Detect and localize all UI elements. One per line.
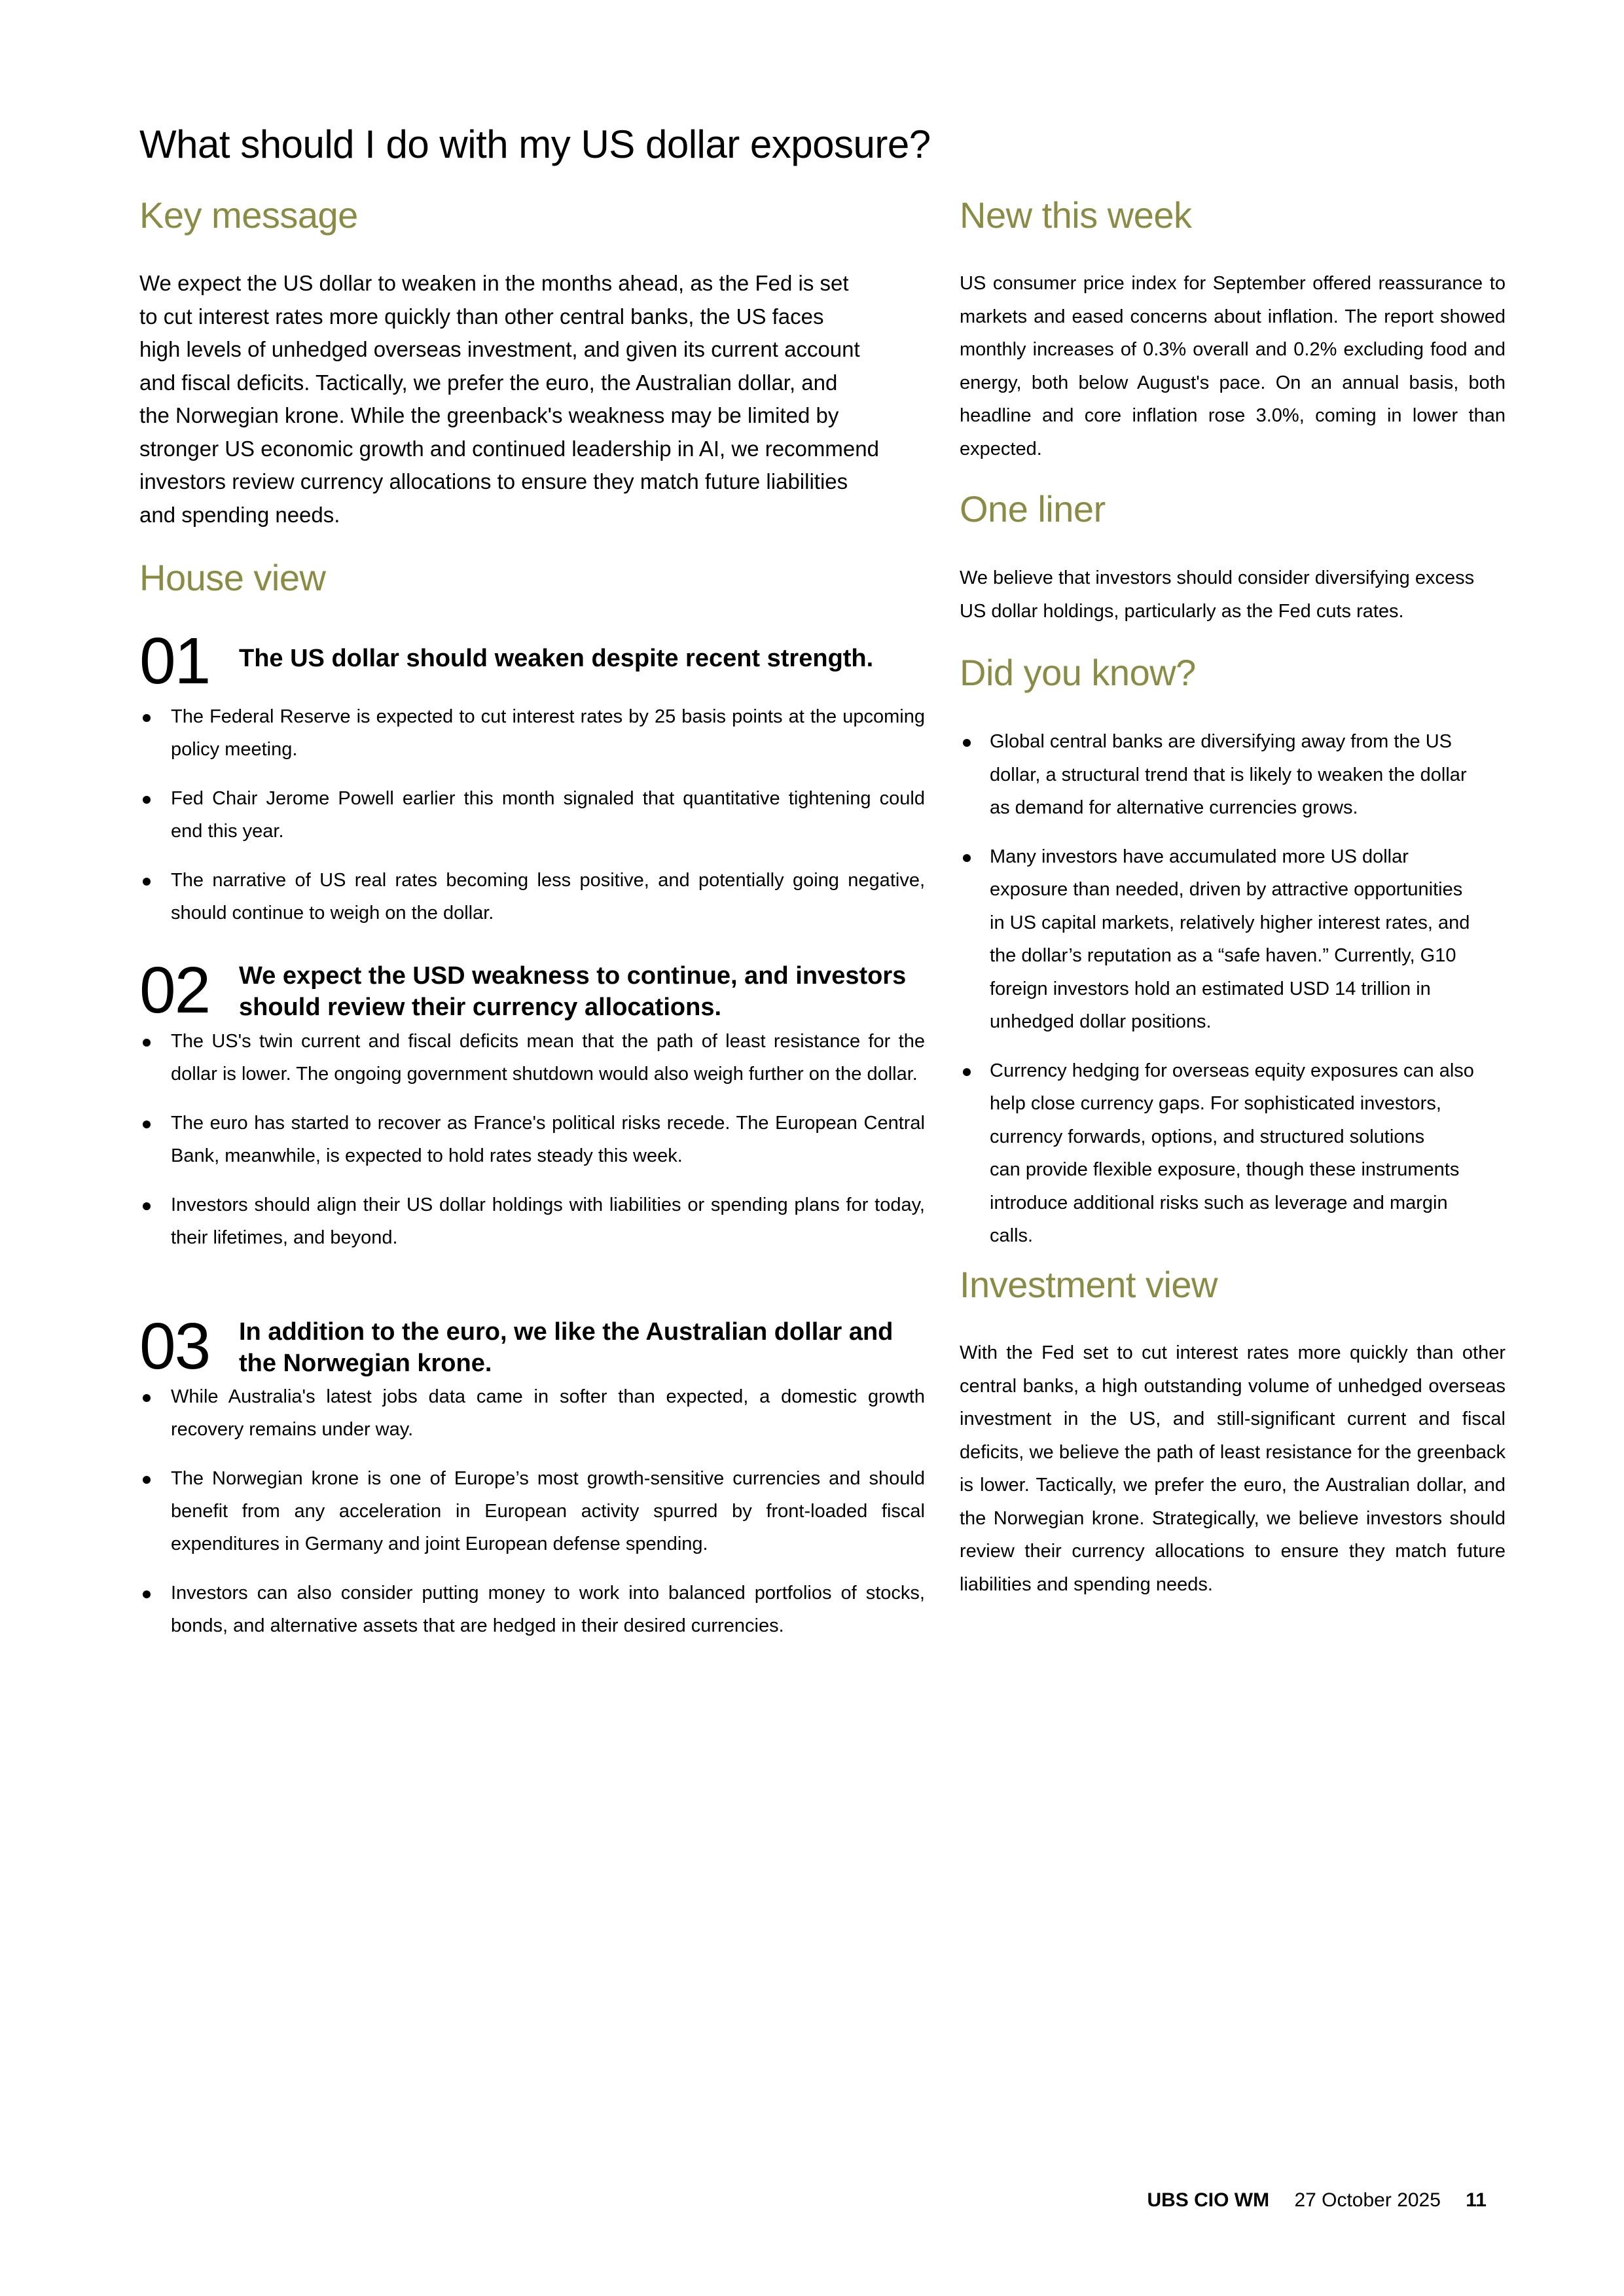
point-headline: In addition to the euro, we like the Australian dollar and the Norwegian krone. — [239, 1318, 893, 1377]
bullet-item — [960, 1054, 1506, 1253]
page-title: What should I do with my US dollar exposure? — [139, 122, 931, 166]
bullet-item — [960, 725, 1506, 825]
key-message-heading: Key message — [139, 194, 358, 236]
bullet-line: as demand for alternative currencies grows. — [990, 797, 1358, 818]
bullet-line: Currency hedging for overseas equity exposures can also — [990, 1060, 1474, 1081]
investment-view-body: With the Fed set to cut interest rates more quickly than other central banks, a high outstanding volume of unhedged overseas investment in the US, and still-significant current and fiscal deficits, we believe the path of least resistance for the greenback is lower. Tactically, we prefer the euro, the Australian dollar, and the Norwegian krone. Strategically, we believe investors should review their currency allocations to ensure they match future liabilities and spending needs. — [960, 1342, 1506, 1595]
bullet-line: the dollar’s reputation as a “safe haven.” Currently, G10 — [990, 945, 1456, 966]
point-number: 01 — [139, 624, 210, 698]
point-bullets — [139, 1025, 925, 1270]
footer-date: 27 October 2025 — [1294, 2189, 1441, 2211]
point-bullets — [139, 700, 925, 946]
key-message-body — [139, 267, 925, 531]
new-this-week-heading: New this week — [960, 194, 1192, 236]
key-message-line: investors review currency allocations to ensure they match future liabilities — [139, 469, 848, 493]
key-message-line: We expect the US dollar to weaken in the months ahead, as the Fed is set — [139, 271, 849, 295]
point-number: 02 — [139, 954, 210, 1027]
bullet-line: exposure than needed, driven by attractive opportunities — [990, 879, 1463, 900]
bullet-item: The Federal Reserve is expected to cut interest rates by 25 basis points at the upcoming policy meeting. — [139, 700, 925, 766]
investment-view-heading: Investment view — [960, 1264, 1218, 1305]
bullet-item: Fed Chair Jerome Powell earlier this month signaled that quantitative tightening could end this year. — [139, 782, 925, 848]
bullet-line: Many investors have accumulated more US dollar — [990, 846, 1409, 867]
key-message-line: and fiscal deficits. Tactically, we prefer the euro, the Australian dollar, and — [139, 370, 838, 395]
bullet-item: Investors can also consider putting money to work into balanced portfolios of stocks, bonds, and alternative assets that are hedged in their desired currencies. — [139, 1577, 925, 1642]
key-message-line: high levels of unhedged overseas investment, and given its current account — [139, 337, 860, 361]
bullet-line: calls. — [990, 1225, 1034, 1246]
one-liner-heading: One liner — [960, 488, 1106, 529]
bullet-line: help close currency gaps. For sophisticated investors, — [990, 1093, 1441, 1114]
bullet-line: Global central banks are diversifying away from the US — [990, 731, 1452, 752]
key-message-line: and spending needs. — [139, 502, 340, 527]
bullet-item: While Australia's latest jobs data came in softer than expected, a domestic growth recovery remains under way. — [139, 1380, 925, 1446]
point-headline: We expect the USD weakness to continue, and investors should review their currency allocations. — [239, 962, 907, 1021]
bullet-line: can provide flexible exposure, though these instruments — [990, 1159, 1460, 1180]
did-you-know-bullets — [960, 725, 1506, 1268]
point-number: 03 — [139, 1310, 210, 1383]
bullet-line: unhedged dollar positions. — [990, 1011, 1212, 1032]
page-number: 11 — [1466, 2189, 1487, 2211]
point-headline: The US dollar should weaken despite recent strength. — [239, 645, 874, 672]
bullet-item — [960, 840, 1506, 1039]
point-bullets — [139, 1380, 925, 1659]
key-message-line: to cut interest rates more quickly than other central banks, the US faces — [139, 304, 824, 329]
bullet-line: dollar, a structural trend that is likely to weaken the dollar — [990, 764, 1467, 785]
page-footer — [1147, 2189, 1487, 2212]
footer-brand: UBS CIO WM — [1147, 2189, 1270, 2211]
bullet-line: foreign investors hold an estimated USD 14 trillion in — [990, 978, 1431, 999]
bullet-line: introduce additional risks such as leverage and margin — [990, 1192, 1448, 1213]
bullet-item: Investors should align their US dollar holdings with liabilities or spending plans for today, their lifetimes, and beyond. — [139, 1189, 925, 1254]
did-you-know-heading: Did you know? — [960, 652, 1196, 693]
one-liner-body: We believe that investors should consider diversifying excess US dollar holdings, particularly as the Fed cuts rates. — [960, 567, 1475, 622]
key-message-line: stronger US economic growth and continued leadership in AI, we recommend — [139, 436, 879, 461]
house-view-heading: House view — [139, 557, 326, 598]
bullet-line: currency forwards, options, and structured solutions — [990, 1126, 1425, 1147]
bullet-item: The euro has started to recover as France's political risks recede. The European Central Bank, meanwhile, is expected to hold rates steady this week. — [139, 1107, 925, 1172]
key-message-line: the Norwegian krone. While the greenback's weakness may be limited by — [139, 403, 839, 427]
bullet-item: The narrative of US real rates becoming less positive, and potentially going negative, should continue to weigh on the dollar. — [139, 864, 925, 929]
bullet-item: The Norwegian krone is one of Europe’s most growth-sensitive currencies and should benefit from any acceleration in European activity spurred by front-loaded fiscal expenditures in Germany and joint European defense spending. — [139, 1462, 925, 1560]
new-this-week-body: US consumer price index for September offered reassurance to markets and eased concerns about inflation. The report showed monthly increases of 0.3% overall and 0.2% excluding food and energy, both below August's pace. On an annual basis, both headline and core inflation rose 3.0%, coming in lower than expected. — [960, 273, 1506, 459]
bullet-line: in US capital markets, relatively higher interest rates, and — [990, 912, 1470, 933]
bullet-item: The US's twin current and fiscal deficits mean that the path of least resistance for the dollar is lower. The ongoing government shutdown would also weigh further on the dollar. — [139, 1025, 925, 1090]
